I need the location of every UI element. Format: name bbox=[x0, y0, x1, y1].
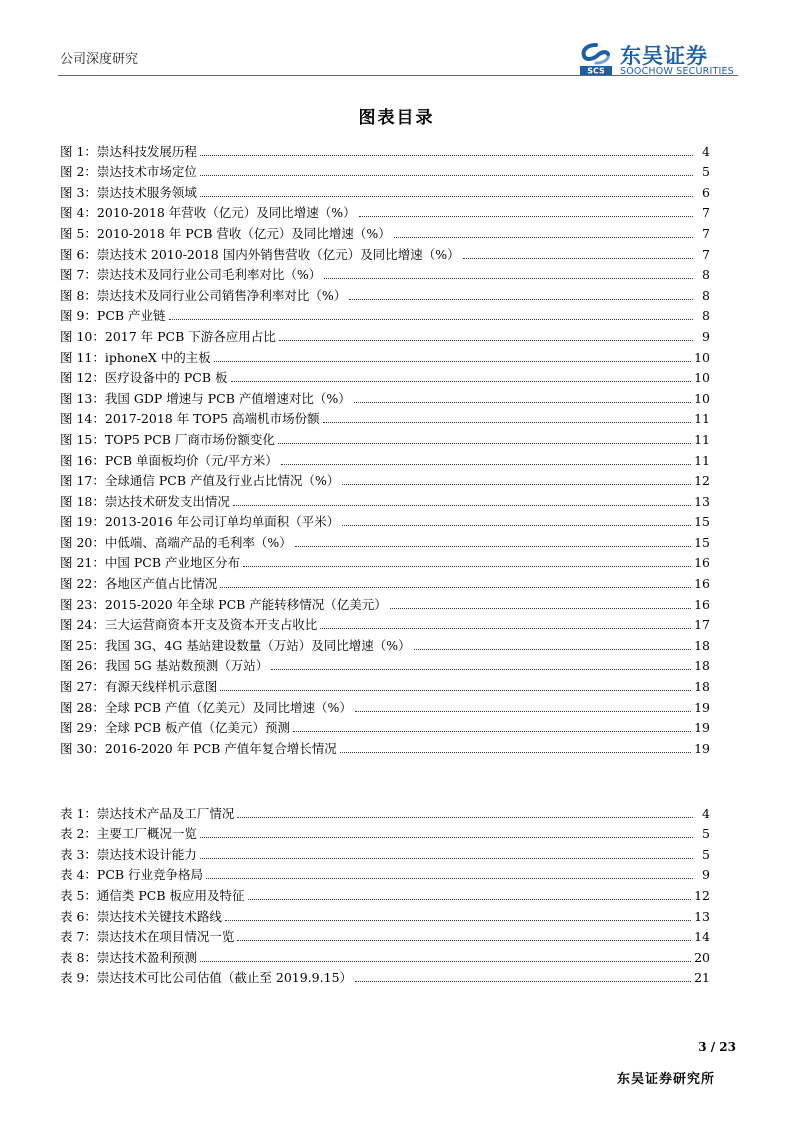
figure-entry-label: 图 30：2016-2020 年 PCB 产值年复合增长情况 bbox=[60, 740, 337, 756]
figure-entry-page: 19 bbox=[694, 720, 710, 736]
table-entry[interactable] bbox=[60, 841, 710, 862]
figure-entry-page: 8 bbox=[702, 308, 710, 324]
figure-entry-label: 图 7：崇达技术及同行业公司毛利率对比（%） bbox=[60, 267, 322, 283]
dot-leader bbox=[349, 299, 693, 300]
dot-leader bbox=[248, 899, 692, 900]
table-entry-page: 14 bbox=[694, 929, 710, 945]
dot-leader bbox=[323, 422, 691, 423]
table-entry-label: 表 1：崇达技术产品及工厂情况 bbox=[60, 805, 235, 821]
dot-leader bbox=[295, 546, 691, 547]
page-number: 3 / 23 bbox=[698, 1040, 736, 1054]
table-entry-page: 5 bbox=[702, 826, 710, 842]
figure-entry-label: 图 6：崇达技术 2010-2018 国内外销售营收（亿元）及同比增速（%） bbox=[60, 246, 460, 262]
figure-entry[interactable] bbox=[60, 344, 710, 365]
figure-entry-page: 16 bbox=[694, 576, 710, 592]
table-entry[interactable] bbox=[60, 944, 710, 965]
figure-entry[interactable] bbox=[60, 138, 710, 159]
figure-entry[interactable] bbox=[60, 612, 710, 633]
dot-leader bbox=[320, 628, 691, 629]
dot-leader bbox=[220, 690, 691, 691]
logo-mark-text: SCS bbox=[587, 66, 605, 76]
figure-entry-page: 18 bbox=[694, 679, 710, 695]
dot-leader bbox=[324, 278, 693, 279]
figure-entry-page: 4 bbox=[702, 143, 710, 159]
dot-leader bbox=[200, 155, 693, 156]
figure-entry-label: 图 14：2017-2018 年 TOP5 高端机市场份额 bbox=[60, 411, 320, 427]
soochow-logo-icon bbox=[578, 42, 614, 76]
figure-list bbox=[60, 138, 710, 756]
figure-entry[interactable] bbox=[60, 447, 710, 468]
table-list bbox=[60, 800, 710, 985]
figure-entry-label: 图 17：全球通信 PCB 产值及行业占比情况（%） bbox=[60, 473, 340, 489]
figure-entry-label: 图 12：医疗设备中的 PCB 板 bbox=[60, 370, 228, 386]
figure-entry-page: 10 bbox=[694, 349, 710, 365]
table-entry-label: 表 4：PCB 行业竞争格局 bbox=[60, 867, 204, 883]
table-entry-page: 21 bbox=[694, 970, 710, 986]
figure-entry-page: 18 bbox=[694, 637, 710, 653]
figure-entry[interactable] bbox=[60, 632, 710, 653]
figure-entry[interactable] bbox=[60, 406, 710, 427]
dot-leader bbox=[463, 258, 693, 259]
figure-entry-page: 6 bbox=[702, 184, 710, 200]
dot-leader bbox=[340, 752, 691, 753]
table-entry[interactable] bbox=[60, 924, 710, 945]
figure-entry-page: 19 bbox=[694, 699, 710, 715]
table-entry[interactable] bbox=[60, 965, 710, 986]
figure-entry-label: 图 20：中低端、高端产品的毛利率（%） bbox=[60, 534, 292, 550]
figure-entry-label: 图 29：全球 PCB 板产值（亿美元）预测 bbox=[60, 720, 290, 736]
dot-leader bbox=[390, 608, 691, 609]
figure-entry-label: 图 3：崇达技术服务领域 bbox=[60, 184, 197, 200]
table-entry[interactable] bbox=[60, 882, 710, 903]
figure-entry-label: 图 10：2017 年 PCB 下游各应用占比 bbox=[60, 328, 276, 344]
table-entry[interactable] bbox=[60, 800, 710, 821]
figure-entry[interactable] bbox=[60, 200, 710, 221]
figure-entry[interactable] bbox=[60, 365, 710, 386]
figure-entry-page: 7 bbox=[702, 246, 710, 262]
table-entry-label: 表 9：崇达技术可比公司估值（截止至 2019.9.15） bbox=[60, 970, 353, 986]
table-entry-page: 13 bbox=[694, 908, 710, 924]
figure-entry[interactable] bbox=[60, 426, 710, 447]
footer-institute: 东吴证券研究所 bbox=[616, 1072, 715, 1087]
dot-leader bbox=[278, 443, 691, 444]
figure-entry-label: 图 15：TOP5 PCB 厂商市场份额变化 bbox=[60, 431, 275, 447]
dot-leader bbox=[200, 196, 693, 197]
figure-entry[interactable] bbox=[60, 550, 710, 571]
figure-entry[interactable] bbox=[60, 735, 710, 756]
figure-entry[interactable] bbox=[60, 323, 710, 344]
figure-entry-page: 12 bbox=[694, 473, 710, 489]
figure-entry-label: 图 24：三大运营商资本开支及资本开支占收比 bbox=[60, 617, 318, 633]
figure-entry-page: 11 bbox=[694, 452, 710, 468]
dot-leader bbox=[206, 878, 693, 879]
figure-entry[interactable] bbox=[60, 570, 710, 591]
dot-leader bbox=[359, 216, 693, 217]
figure-entry[interactable] bbox=[60, 282, 710, 303]
dot-leader bbox=[231, 381, 692, 382]
dot-leader bbox=[220, 587, 691, 588]
figure-entry-page: 16 bbox=[694, 555, 710, 571]
figure-entry-page: 15 bbox=[694, 534, 710, 550]
figure-entry[interactable] bbox=[60, 159, 710, 180]
table-entry-label: 表 5：通信类 PCB 板应用及特征 bbox=[60, 887, 245, 903]
dot-leader bbox=[200, 175, 693, 176]
dot-leader bbox=[214, 361, 691, 362]
dot-leader bbox=[342, 484, 691, 485]
table-entry[interactable] bbox=[60, 903, 710, 924]
dot-leader bbox=[200, 858, 693, 859]
figure-entry-label: 图 25：我国 3G、4G 基站建设数量（万站）及同比增速（%） bbox=[60, 637, 411, 653]
dot-leader bbox=[279, 340, 693, 341]
table-entry-page: 20 bbox=[694, 949, 710, 965]
figure-entry-page: 18 bbox=[694, 658, 710, 674]
figure-entry-label: 图 27：有源天线样机示意图 bbox=[60, 679, 218, 695]
figure-entry-label: 图 2：崇达技术市场定位 bbox=[60, 164, 197, 180]
dot-leader bbox=[354, 402, 691, 403]
table-entry-page: 12 bbox=[694, 887, 710, 903]
figure-entry-page: 19 bbox=[694, 740, 710, 756]
header-divider bbox=[58, 75, 738, 76]
table-entry-label: 表 6：崇达技术关键技术路线 bbox=[60, 908, 222, 924]
dot-leader bbox=[225, 920, 691, 921]
logo-english-name: SOOCHOW SECURITIES bbox=[620, 66, 734, 77]
figure-entry-page: 11 bbox=[694, 431, 710, 447]
figure-entry[interactable] bbox=[60, 715, 710, 736]
figure-entry[interactable] bbox=[60, 653, 710, 674]
page-title: 图表目录 bbox=[358, 108, 435, 128]
figure-entry-page: 10 bbox=[694, 370, 710, 386]
figure-entry-label: 图 22：各地区产值占比情况 bbox=[60, 576, 218, 592]
table-entry-label: 表 8：崇达技术盈利预测 bbox=[60, 949, 197, 965]
figure-entry-label: 图 16：PCB 单面板均价（元/平方米） bbox=[60, 452, 278, 468]
figure-entry[interactable] bbox=[60, 488, 710, 509]
dot-leader bbox=[200, 961, 691, 962]
dot-leader bbox=[394, 237, 693, 238]
figure-entry-page: 17 bbox=[694, 617, 710, 633]
dot-leader bbox=[414, 649, 692, 650]
logo-chinese-name: 东吴证券 bbox=[620, 44, 708, 68]
table-entry-label: 表 3：崇达技术设计能力 bbox=[60, 846, 197, 862]
figure-entry[interactable] bbox=[60, 673, 710, 694]
figure-entry-label: 图 4：2010-2018 年营收（亿元）及同比增速（%） bbox=[60, 205, 356, 221]
figure-entry-label: 图 1：崇达科技发展历程 bbox=[60, 143, 197, 159]
figure-entry-label: 图 18：崇达技术研发支出情况 bbox=[60, 493, 230, 509]
report-type-label: 公司深度研究 bbox=[60, 52, 139, 67]
figure-entry[interactable] bbox=[60, 220, 710, 241]
figure-entry-label: 图 19：2013-2016 年公司订单均单面积（平米） bbox=[60, 514, 340, 530]
dot-leader bbox=[237, 817, 693, 818]
figure-entry-label: 图 8：崇达技术及同行业公司销售净利率对比（%） bbox=[60, 287, 347, 303]
figure-entry[interactable] bbox=[60, 529, 710, 550]
figure-entry-label: 图 21：中国 PCB 产业地区分布 bbox=[60, 555, 240, 571]
figure-entry[interactable] bbox=[60, 694, 710, 715]
table-entry[interactable] bbox=[60, 862, 710, 883]
figure-entry[interactable] bbox=[60, 262, 710, 283]
figure-entry-label: 图 11：iphoneX 中的主板 bbox=[60, 349, 211, 365]
dot-leader bbox=[355, 981, 691, 982]
figure-entry-page: 15 bbox=[694, 514, 710, 530]
figure-entry-page: 16 bbox=[694, 596, 710, 612]
figure-entry-label: 图 26：我国 5G 基站数预测（万站） bbox=[60, 658, 269, 674]
figure-entry[interactable] bbox=[60, 303, 710, 324]
figure-entry-page: 8 bbox=[702, 287, 710, 303]
dot-leader bbox=[271, 669, 691, 670]
table-entry-label: 表 7：崇达技术在项目情况一览 bbox=[60, 929, 235, 945]
table-entry-page: 9 bbox=[702, 867, 710, 883]
figure-entry-label: 图 5：2010-2018 年 PCB 营收（亿元）及同比增速（%） bbox=[60, 225, 391, 241]
figure-entry-page: 13 bbox=[694, 493, 710, 509]
figure-entry[interactable] bbox=[60, 591, 710, 612]
figure-entry-label: 图 23：2015-2020 年全球 PCB 产能转移情况（亿美元） bbox=[60, 596, 387, 612]
table-entry-page: 5 bbox=[702, 846, 710, 862]
figure-entry[interactable] bbox=[60, 468, 710, 489]
dot-leader bbox=[293, 731, 691, 732]
dot-leader bbox=[243, 566, 691, 567]
dot-leader bbox=[281, 464, 691, 465]
figure-entry-page: 7 bbox=[702, 205, 710, 221]
figure-entry-page: 10 bbox=[694, 390, 710, 406]
dot-leader bbox=[237, 940, 691, 941]
dot-leader bbox=[233, 505, 691, 506]
table-entry[interactable] bbox=[60, 821, 710, 842]
figure-entry[interactable] bbox=[60, 179, 710, 200]
figure-entry-page: 5 bbox=[702, 164, 710, 180]
dot-leader bbox=[169, 319, 693, 320]
figure-entry-label: 图 9：PCB 产业链 bbox=[60, 308, 166, 324]
figure-entry[interactable] bbox=[60, 241, 710, 262]
figure-entry-label: 图 28：全球 PCB 产值（亿美元）及同比增速（%） bbox=[60, 699, 352, 715]
brand-logo bbox=[578, 40, 743, 80]
dot-leader bbox=[342, 525, 691, 526]
figure-entry[interactable] bbox=[60, 509, 710, 530]
dot-leader bbox=[200, 837, 693, 838]
table-entry-page: 4 bbox=[702, 805, 710, 821]
table-entry-label: 表 2：主要工厂概况一览 bbox=[60, 826, 197, 842]
figure-entry-page: 11 bbox=[694, 411, 710, 427]
figure-entry-page: 9 bbox=[702, 328, 710, 344]
figure-entry[interactable] bbox=[60, 385, 710, 406]
figure-entry-page: 8 bbox=[702, 267, 710, 283]
dot-leader bbox=[355, 711, 691, 712]
figure-entry-page: 7 bbox=[702, 225, 710, 241]
figure-entry-label: 图 13：我国 GDP 增速与 PCB 产值增速对比（%） bbox=[60, 390, 351, 406]
